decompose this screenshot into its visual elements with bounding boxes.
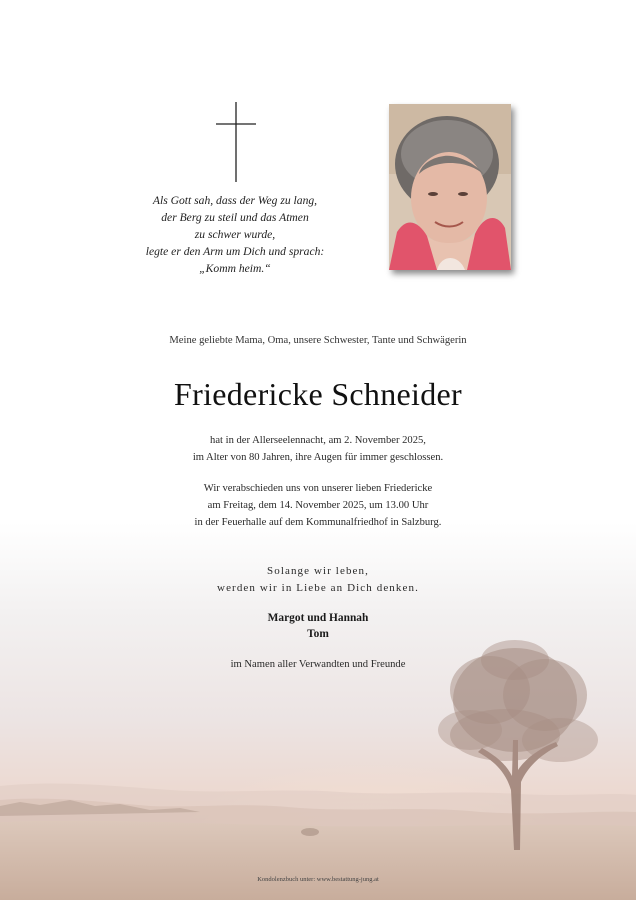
poem-line: „Komm heim.“ — [199, 262, 271, 275]
portrait-photo — [389, 104, 511, 270]
death-notice — [0, 432, 636, 466]
death-notice-line: im Alter von 80 Jahren, ihre Augen für immer geschlossen. — [192, 452, 444, 463]
quote-line: werden wir in Liebe an Dich denken. — [217, 582, 419, 594]
poem-line: Als Gott sah, dass der Weg zu lang, — [152, 194, 318, 207]
closing-text: im Namen aller Verwandten und Freunde — [230, 659, 406, 670]
family-line: Margot und Hannah — [267, 612, 369, 624]
funeral-details — [0, 480, 636, 531]
poem-line: zu schwer wurde, — [194, 228, 276, 241]
funeral-details-line: Wir verabschieden uns von unserer lieben Friedericke — [203, 483, 433, 494]
funeral-details-line: am Freitag, dem 14. November 2025, um 13.00 Uhr — [207, 500, 429, 511]
family-line: Tom — [307, 628, 329, 640]
deceased-name: Friedericke Schneider — [174, 376, 462, 412]
family-names — [0, 610, 636, 642]
quote-line: Solange wir leben, — [267, 565, 369, 577]
condolence-footer: Kondolenzbuch unter: www.bestattung-jung.at — [257, 876, 379, 883]
poem-line: der Berg zu steil und das Atmen — [161, 211, 309, 224]
funeral-details-line: in der Feuerhalle auf dem Kommunalfriedhof in Salzburg. — [194, 517, 442, 528]
poem — [120, 192, 350, 277]
intro-text: Meine geliebte Mama, Oma, unsere Schwester, Tante und Schwägerin — [169, 335, 467, 346]
memorial-quote — [0, 563, 636, 597]
poem-line: legte er den Arm um Dich und sprach: — [145, 245, 325, 258]
cross-icon — [216, 102, 256, 182]
portrait-illustration — [389, 104, 511, 270]
death-notice-line: hat in der Allerseelennacht, am 2. November 2025, — [210, 435, 426, 446]
